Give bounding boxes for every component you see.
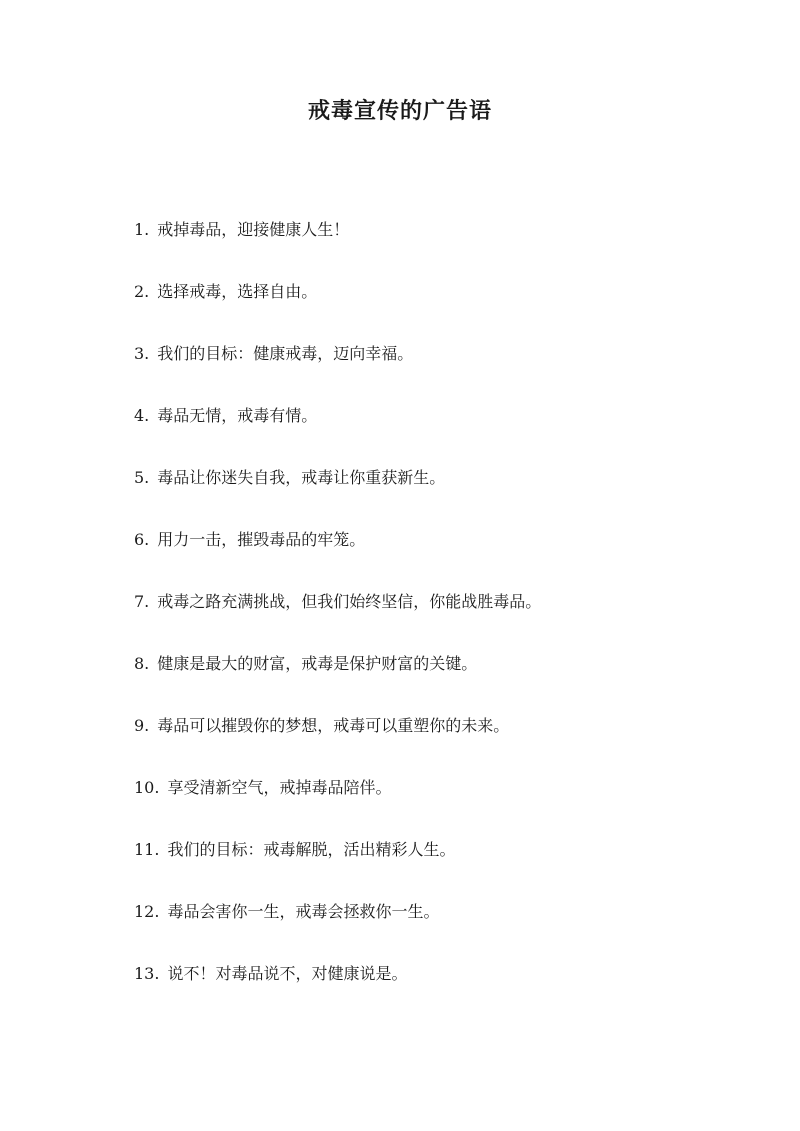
item-number: 6. [134,530,150,549]
item-text: 毒品可以摧毁你的梦想，戒毒可以重塑你的未来。 [157,716,510,735]
list-item [134,586,734,648]
list-item [134,400,734,462]
list-item [134,462,734,524]
list-item [134,772,734,834]
list-item [134,896,734,958]
item-text: 健康是最大的财富，戒毒是保护财富的关键。 [157,654,478,673]
list-item [134,214,734,276]
item-text: 毒品无情，戒毒有情。 [157,406,318,425]
list-item [134,338,734,400]
item-number: 2. [134,282,150,301]
list-item [134,648,734,710]
item-text: 我们的目标：健康戒毒，迈向幸福。 [157,344,414,363]
item-text: 戒掉毒品，迎接健康人生！ [157,220,350,239]
slogan-list [134,214,734,1020]
list-item [134,524,734,586]
item-number: 4. [134,406,150,425]
item-text: 戒毒之路充满挑战，但我们始终坚信，你能战胜毒品。 [157,592,542,611]
list-item [134,834,734,896]
item-text: 享受清新空气，戒掉毒品陪伴。 [167,778,392,797]
item-text: 说不！对毒品说不，对健康说是。 [167,964,408,983]
item-text: 毒品让你迷失自我，戒毒让你重获新生。 [157,468,446,487]
item-number: 12. [134,902,160,921]
item-number: 5. [134,468,150,487]
document-title: 戒毒宣传的广告语 [307,98,492,124]
item-text: 我们的目标：戒毒解脱，活出精彩人生。 [167,840,456,859]
item-number: 7. [134,592,150,611]
list-item [134,958,734,1020]
item-number: 9. [134,716,150,735]
item-number: 8. [134,654,150,673]
item-number: 11. [134,840,160,859]
item-text: 用力一击，摧毁毒品的牢笼。 [157,530,366,549]
list-item [134,710,734,772]
item-number: 10. [134,778,160,797]
item-number: 3. [134,344,150,363]
item-text: 选择戒毒，选择自由。 [157,282,318,301]
item-text: 毒品会害你一生，戒毒会拯救你一生。 [167,902,440,921]
item-number: 13. [134,964,160,983]
item-number: 1. [134,220,150,239]
list-item [134,276,734,338]
